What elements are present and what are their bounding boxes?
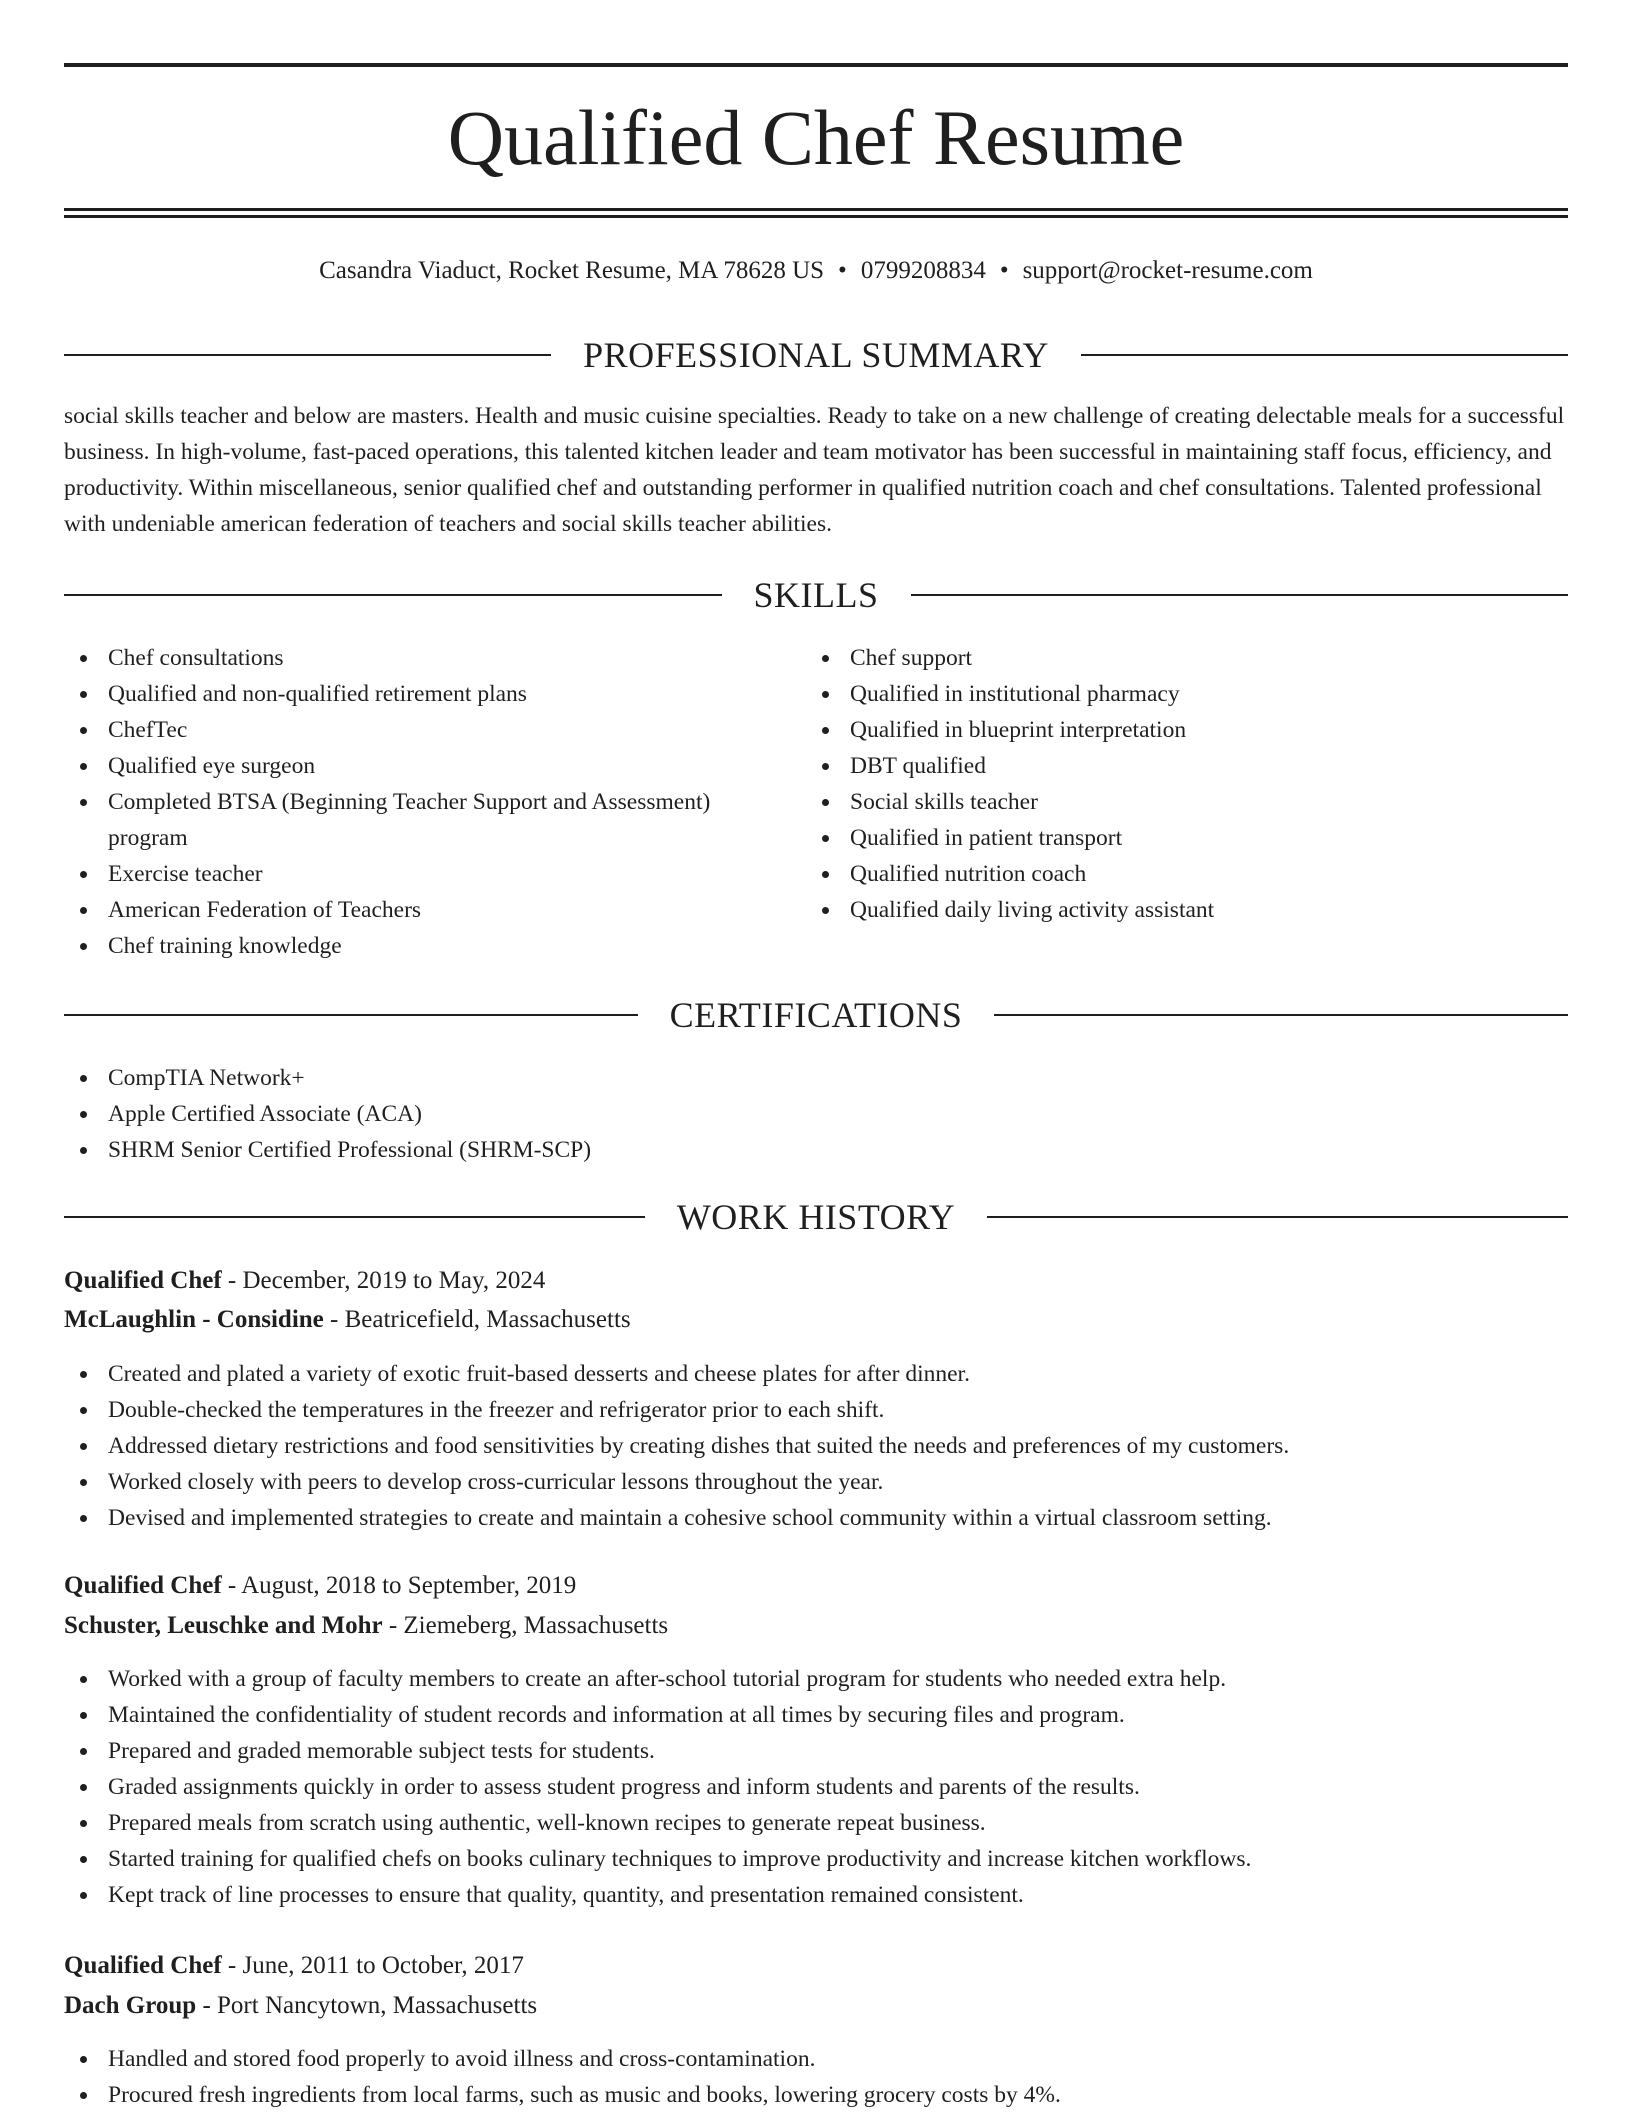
job-bullets: [64, 1661, 1568, 1913]
heading-rule: [994, 1014, 1568, 1016]
skill-item: Chef support: [806, 640, 1566, 676]
certifications-heading: [64, 993, 1568, 1037]
job-company-line: Dach Group - Port Nancytown, Massachusetts: [64, 1992, 538, 2019]
heading-rule: [64, 354, 551, 356]
job-location: Port Nancytown, Massachusetts: [217, 1992, 538, 2019]
certification-item: SHRM Senior Certified Professional (SHRM-SCP): [64, 1132, 1568, 1168]
job-bullet: Handled and stored food properly to avoid illness and cross-contamination.: [64, 2041, 1568, 2077]
contact-address: Casandra Viaduct, Rocket Resume, MA 78628 US: [319, 257, 825, 284]
work-heading: [64, 1195, 1568, 1239]
heading-rule: [911, 594, 1569, 596]
job-bullet: Started training for qualified chefs on books culinary techniques to improve productivity and increase kitchen workflows.: [64, 1841, 1568, 1877]
contact-line: [64, 255, 1568, 287]
skill-item: Social skills teacher: [806, 784, 1566, 820]
summary-heading: [64, 333, 1568, 377]
skills-list-right: [806, 640, 1566, 928]
job-location: Beatricefield, Massachusetts: [344, 1306, 631, 1333]
summary-heading-label: PROFESSIONAL SUMMARY: [583, 335, 1049, 375]
contact-phone: 0799208834: [860, 257, 986, 284]
job-dates: June, 2011 to October, 2017: [242, 1952, 524, 1979]
work-heading-label: WORK HISTORY: [676, 1197, 956, 1237]
certifications-list: [64, 1060, 1568, 1168]
job-title-line: Qualified Chef - June, 2011 to October, 2017: [64, 1952, 524, 1979]
job-dates: December, 2019 to May, 2024: [242, 1267, 546, 1294]
certifications-heading-label: CERTIFICATIONS: [669, 995, 963, 1035]
job-company-line: McLaughlin - Considine - Beatricefield, Massachusetts: [64, 1306, 631, 1333]
summary-text: social skills teacher and below are masters. Health and music cuisine specialties. Ready to take on a new challenge of creating delectable meals for a successful business. In high-volume, fast-paced operations, this talented kitchen leader and team motivator has been successful in maintaining staff focus, efficiency, and productivity. Within miscellaneous, senior qualified chef and outstanding performer in qualified nutrition coach and chef consultations. Talented professional with undeniable american federation of teachers and social skills teacher abilities.: [64, 403, 1565, 537]
job-bullet: Created and plated a variety of exotic fruit-based desserts and cheese plates for after dinner.: [64, 1356, 1568, 1392]
skill-item: American Federation of Teachers: [64, 892, 764, 928]
skill-item: Qualified in institutional pharmacy: [806, 676, 1566, 712]
skill-item: Chef consultations: [64, 640, 764, 676]
certification-item: Apple Certified Associate (ACA): [64, 1096, 1568, 1132]
heading-rule: [64, 1216, 645, 1218]
skill-item: Qualified nutrition coach: [806, 856, 1566, 892]
job-location: Ziemeberg, Massachusetts: [403, 1612, 669, 1639]
skill-item: Qualified and non-qualified retirement plans: [64, 676, 764, 712]
job-bullet: Addressed dietary restrictions and food sensitivities by creating dishes that suited the needs and preferences of my customers.: [64, 1428, 1568, 1464]
contact-separator: •: [838, 257, 847, 284]
skill-item: Completed BTSA (Beginning Teacher Support and Assessment) program: [64, 784, 764, 856]
job-company-line: Schuster, Leuschke and Mohr - Ziemeberg, Massachusetts: [64, 1612, 669, 1639]
job-title-line: Qualified Chef - December, 2019 to May, 2024: [64, 1267, 546, 1294]
job-company: Dach Group: [64, 1992, 197, 2019]
skill-item: Qualified in blueprint interpretation: [806, 712, 1566, 748]
job-dates: August, 2018 to September, 2019: [241, 1572, 577, 1599]
heading-rule: [987, 1216, 1568, 1218]
job-bullet: Prepared meals from scratch using authentic, well-known recipes to generate repeat business.: [64, 1805, 1568, 1841]
skill-item: Exercise teacher: [64, 856, 764, 892]
skill-item: DBT qualified: [806, 748, 1566, 784]
skill-item: ChefTec: [64, 712, 764, 748]
job-bullet: Maintained the confidentiality of student records and information at all times by securing files and program.: [64, 1697, 1568, 1733]
skills-heading: [64, 573, 1568, 617]
job-bullet: Devised and implemented strategies to create and maintain a cohesive school community within a virtual classroom setting.: [64, 1500, 1568, 1536]
job-title-line: Qualified Chef - August, 2018 to September, 2019: [64, 1572, 577, 1599]
job-role: Qualified Chef: [64, 1952, 222, 1979]
title-rule-upper: [64, 208, 1568, 211]
job-company: McLaughlin - Considine: [64, 1306, 324, 1333]
job-bullet: Procured fresh ingredients from local farms, such as music and books, lowering grocery costs by 4%.: [64, 2077, 1568, 2113]
top-rule: [64, 63, 1568, 67]
title-rule-lower: [64, 215, 1568, 218]
heading-rule: [64, 594, 722, 596]
skill-item: Qualified eye surgeon: [64, 748, 764, 784]
skills-list-left: [64, 640, 764, 964]
job-bullet: Worked with a group of faculty members to create an after-school tutorial program for students who needed extra help.: [64, 1661, 1568, 1697]
job-role: Qualified Chef: [64, 1572, 222, 1599]
job-bullet: Double-checked the temperatures in the freezer and refrigerator prior to each shift.: [64, 1392, 1568, 1428]
skill-item: Chef training knowledge: [64, 928, 764, 964]
job-role: Qualified Chef: [64, 1267, 222, 1294]
resume-title: Qualified Chef Resume: [447, 94, 1185, 181]
job-bullet: Kept track of line processes to ensure that quality, quantity, and presentation remained consistent.: [64, 1877, 1568, 1913]
skill-item: Qualified daily living activity assistant: [806, 892, 1566, 928]
certification-item: CompTIA Network+: [64, 1060, 1568, 1096]
contact-email: support@rocket-resume.com: [1022, 257, 1313, 284]
contact-separator: •: [999, 257, 1009, 284]
job-company: Schuster, Leuschke and Mohr: [64, 1612, 383, 1639]
skills-heading-label: SKILLS: [753, 575, 879, 615]
job-bullet: Graded assignments quickly in order to assess student progress and inform students and parents of the results.: [64, 1769, 1568, 1805]
heading-rule: [64, 1014, 638, 1016]
skill-item: Qualified in patient transport: [806, 820, 1566, 856]
job-bullet: Worked closely with peers to develop cross-curricular lessons throughout the year.: [64, 1464, 1568, 1500]
job-bullet: Prepared and graded memorable subject tests for students.: [64, 1733, 1568, 1769]
heading-rule: [1081, 354, 1568, 356]
job-bullets: [64, 1356, 1568, 1536]
job-bullets: [64, 2041, 1568, 2113]
